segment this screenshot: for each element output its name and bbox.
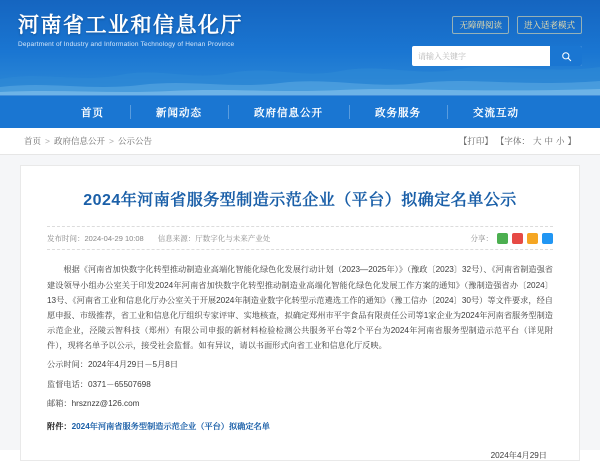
breadcrumb — [0, 128, 600, 155]
article-paragraph: 根据《河南省加快数字化转型推动制造业高端化智能化绿色化发展行动计划（2023—2025年）》（豫政〔2023〕32号）、《河南省制造强省建设领导小组办公室关于印发2024年河南省加快数字化转型推动制造业高端化智能化绿色化发展工作方案的通知》（豫制造强省办〔2024〕13号、《河南省工业和信息化厅办公室关于开展2024年制造业数字化转型示范遴选工作的通知》（豫工信办〔2024〕30号）等文件要求，经自愿申报、市级推荐，省工业和信息化厅组织专家评审、实地核查，拟确定郑州市平宇食品有限责任公司等1家企业为2024年河南省服务型制造示范企业，泾陵云智科技（郑州）有限公司申报的新材料检验检测公共服务平台等2个平台为2024年河南省服务型制造示范平台（详见附件），现将名单予以公示，接受社会监督。如有异议，请以书面形式向省工业和信息化厅反映。 — [47, 265, 553, 351]
nav-home[interactable]: 首页 — [81, 106, 104, 119]
nav-news[interactable]: 新闻动态 — [130, 96, 228, 128]
site-title-cn: 河南省工业和信息化厅 — [18, 14, 243, 37]
attachment-row — [47, 419, 553, 434]
wechat-share-icon[interactable] — [497, 233, 508, 244]
article-card — [20, 165, 580, 461]
page-title: 2024年河南省服务型制造示范企业（平台）拟确定名单公示 — [83, 192, 517, 209]
breadcrumb-separator: > — [45, 136, 50, 146]
breadcrumb-item-openness[interactable]: 政府信息公开 — [53, 136, 105, 146]
article-source: 信息来源：厅数字化与未来产业处 — [157, 233, 271, 243]
search-box[interactable] — [412, 46, 582, 66]
search-button[interactable] — [550, 46, 582, 66]
top-links — [452, 16, 582, 34]
font-size-small[interactable]: 小 — [555, 136, 565, 146]
attachment-label: 附件： — [47, 421, 72, 431]
contact-email: 邮箱：hrsznzz@126.com — [47, 398, 140, 408]
more-share-icon[interactable] — [542, 233, 553, 244]
elder-mode-link[interactable]: 进入适老模式 — [517, 16, 582, 34]
nav-interaction[interactable]: 交流互动 — [447, 96, 545, 128]
breadcrumb-item-home[interactable]: 首页 — [24, 136, 42, 146]
publish-time: 发布时间：2024-04-29 10:08 — [47, 233, 144, 243]
search-icon — [561, 51, 572, 62]
article-tools — [459, 135, 576, 147]
site-title-en: Department of Industry and Information Technology of Henan Province — [18, 41, 235, 49]
breadcrumb-item-announcement[interactable]: 公示公告 — [117, 136, 152, 146]
share-block — [471, 233, 554, 244]
article-body — [47, 262, 553, 461]
site-logo[interactable] — [18, 14, 243, 48]
search-input[interactable] — [412, 46, 550, 66]
site-header — [0, 0, 600, 95]
main-nav — [0, 95, 600, 128]
header-right-block — [412, 14, 582, 66]
font-size-label: 【字体： — [495, 136, 530, 146]
share-label: 分享： — [470, 233, 493, 243]
font-size-medium[interactable]: 中 — [544, 136, 553, 146]
accessibility-link[interactable]: 无障碍阅读 — [452, 16, 509, 34]
article-meta — [47, 226, 553, 250]
public-period: 公示时间：2024年4月29日－5月8日 — [47, 360, 179, 370]
print-button[interactable]: 【打印】 — [458, 136, 493, 146]
nav-openness[interactable]: 政府信息公开 — [228, 96, 349, 128]
supervision-phone: 监督电话：0371－65507698 — [47, 379, 151, 389]
breadcrumb-separator: > — [109, 136, 114, 146]
font-size-large[interactable]: 大 — [532, 136, 542, 146]
attachment-link[interactable]: 2024年河南省服务型制造示范企业（平台）拟确定名单 — [71, 421, 270, 431]
qq-share-icon[interactable] — [527, 233, 538, 244]
nav-service[interactable]: 政务服务 — [349, 96, 447, 128]
font-size-tail: 】 — [567, 136, 576, 146]
article-signature: 2024年4月29日 — [490, 451, 547, 461]
weibo-share-icon[interactable] — [512, 233, 523, 244]
